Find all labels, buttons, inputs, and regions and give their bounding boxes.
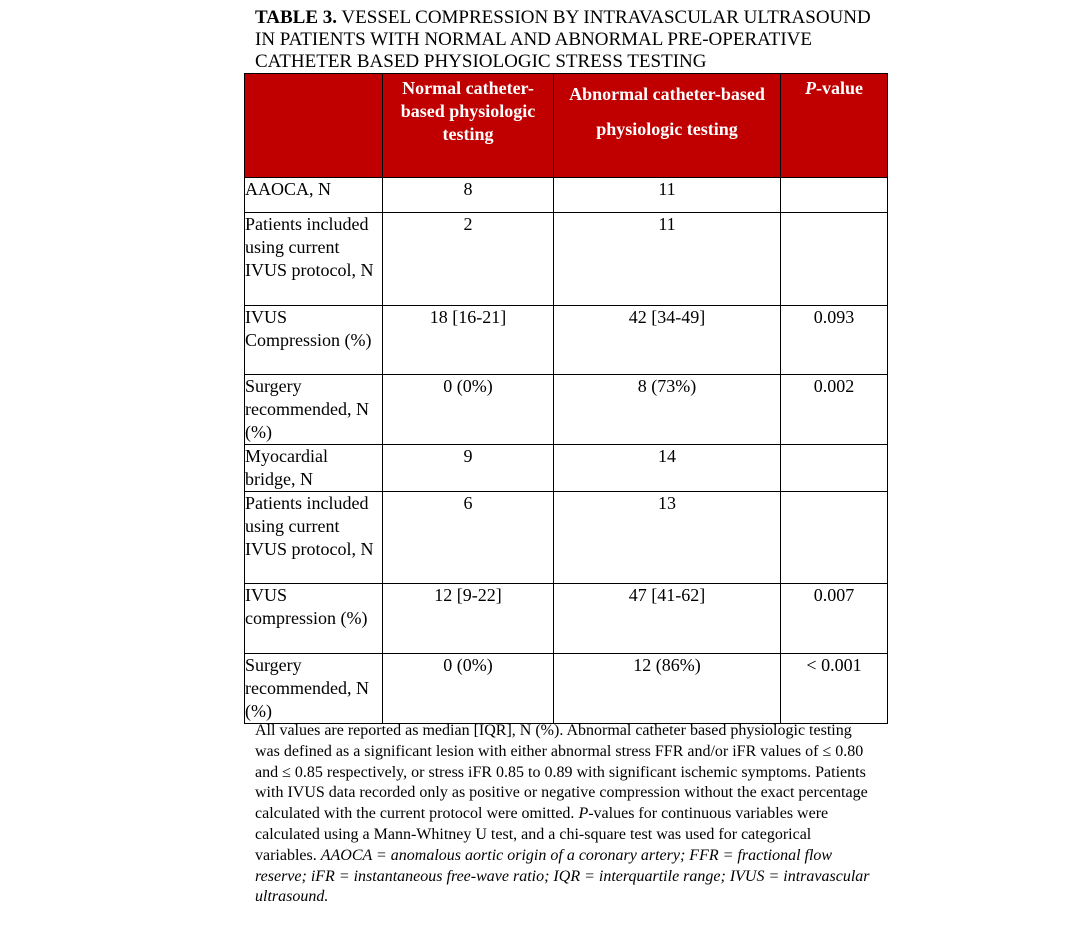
table-title-label: TABLE 3. xyxy=(255,7,338,28)
abnormal-value: 14 xyxy=(554,445,781,492)
table-row xyxy=(245,375,888,445)
p-value xyxy=(781,213,888,306)
p-value xyxy=(781,445,888,492)
normal-value: 2 xyxy=(383,213,554,306)
footnote-p-italic: P xyxy=(578,805,589,823)
table-row xyxy=(245,306,888,375)
normal-value: 18 [16-21] xyxy=(383,306,554,375)
row-label: Surgery recommended, N (%) xyxy=(245,654,383,724)
table-row xyxy=(245,213,888,306)
normal-value: 6 xyxy=(383,492,554,584)
header-row xyxy=(245,74,888,178)
table-row xyxy=(245,584,888,654)
header-p-value xyxy=(781,74,888,178)
abnormal-value: 8 (73%) xyxy=(554,375,781,445)
row-label: Patients included using current IVUS protocol, N xyxy=(245,492,383,584)
header-blank-cell xyxy=(245,74,383,178)
normal-value: 0 (0%) xyxy=(383,654,554,724)
abnormal-value: 11 xyxy=(554,178,781,213)
row-label: Surgery recommended, N (%) xyxy=(245,375,383,445)
row-label: Myocardial bridge, N xyxy=(245,445,383,492)
normal-value: 0 (0%) xyxy=(383,375,554,445)
footnote-text-2: -values for continuous variables were calculated using a Mann-Whitney U test, and a chi-square test was used for categorical variables. xyxy=(255,805,829,864)
normal-value: 9 xyxy=(383,445,554,492)
abnormal-value: 42 [34-49] xyxy=(554,306,781,375)
abnormal-value: 11 xyxy=(554,213,781,306)
table-row xyxy=(245,492,888,584)
table-title xyxy=(255,7,895,73)
header-p-rest: -value xyxy=(816,78,863,98)
abnormal-value: 47 [41-62] xyxy=(554,584,781,654)
row-label: Patients included using current IVUS protocol, N xyxy=(245,213,383,306)
normal-value: 12 [9-22] xyxy=(383,584,554,654)
p-value: 0.007 xyxy=(781,584,888,654)
table-footnote xyxy=(255,721,875,908)
p-value: < 0.001 xyxy=(781,654,888,724)
normal-value: 8 xyxy=(383,178,554,213)
p-value xyxy=(781,178,888,213)
row-label: IVUS compression (%) xyxy=(245,584,383,654)
abnormal-value: 12 (86%) xyxy=(554,654,781,724)
p-value: 0.002 xyxy=(781,375,888,445)
row-label: IVUS Compression (%) xyxy=(245,306,383,375)
header-normal: Normal catheter-based physiologic testing xyxy=(383,74,554,178)
abnormal-value: 13 xyxy=(554,492,781,584)
table-row xyxy=(245,178,888,213)
table-row xyxy=(245,445,888,492)
header-abnormal: Abnormal catheter-based physiologic testing xyxy=(554,74,781,178)
p-value xyxy=(781,492,888,584)
row-label: AAOCA, N xyxy=(245,178,383,213)
footnote-abbreviations: AAOCA = anomalous aortic origin of a coronary artery; FFR = fractional flow reserve; iFR = instantaneous free-wave ratio; IQR = interquartile range; IVUS = intravascular ultrasound. xyxy=(255,846,870,906)
p-value: 0.093 xyxy=(781,306,888,375)
table-row xyxy=(245,654,888,724)
footnote-text-1: All values are reported as median [IQR], N (%). Abnormal catheter based physiologic testing was defined as a significant lesion with either abnormal stress FFR and/or iFR values of ≤ 0.80 and ≤ 0.85 respectively, or stress iFR 0.85 to 0.89 with significant ischemic symptoms. Patients with IVUS data recorded only as positive or negative compression without the exact percentage calculated with the current protocol were omitted. xyxy=(255,722,868,823)
table-title-text: VESSEL COMPRESSION BY INTRAVASCULAR ULTRASOUND IN PATIENTS WITH NORMAL AND ABNORMAL PRE-OPERATIVE CATHETER BASED PHYSIOLOGIC STRESS TESTING xyxy=(255,7,871,72)
header-p-italic: P xyxy=(805,78,816,98)
results-table xyxy=(244,73,888,724)
